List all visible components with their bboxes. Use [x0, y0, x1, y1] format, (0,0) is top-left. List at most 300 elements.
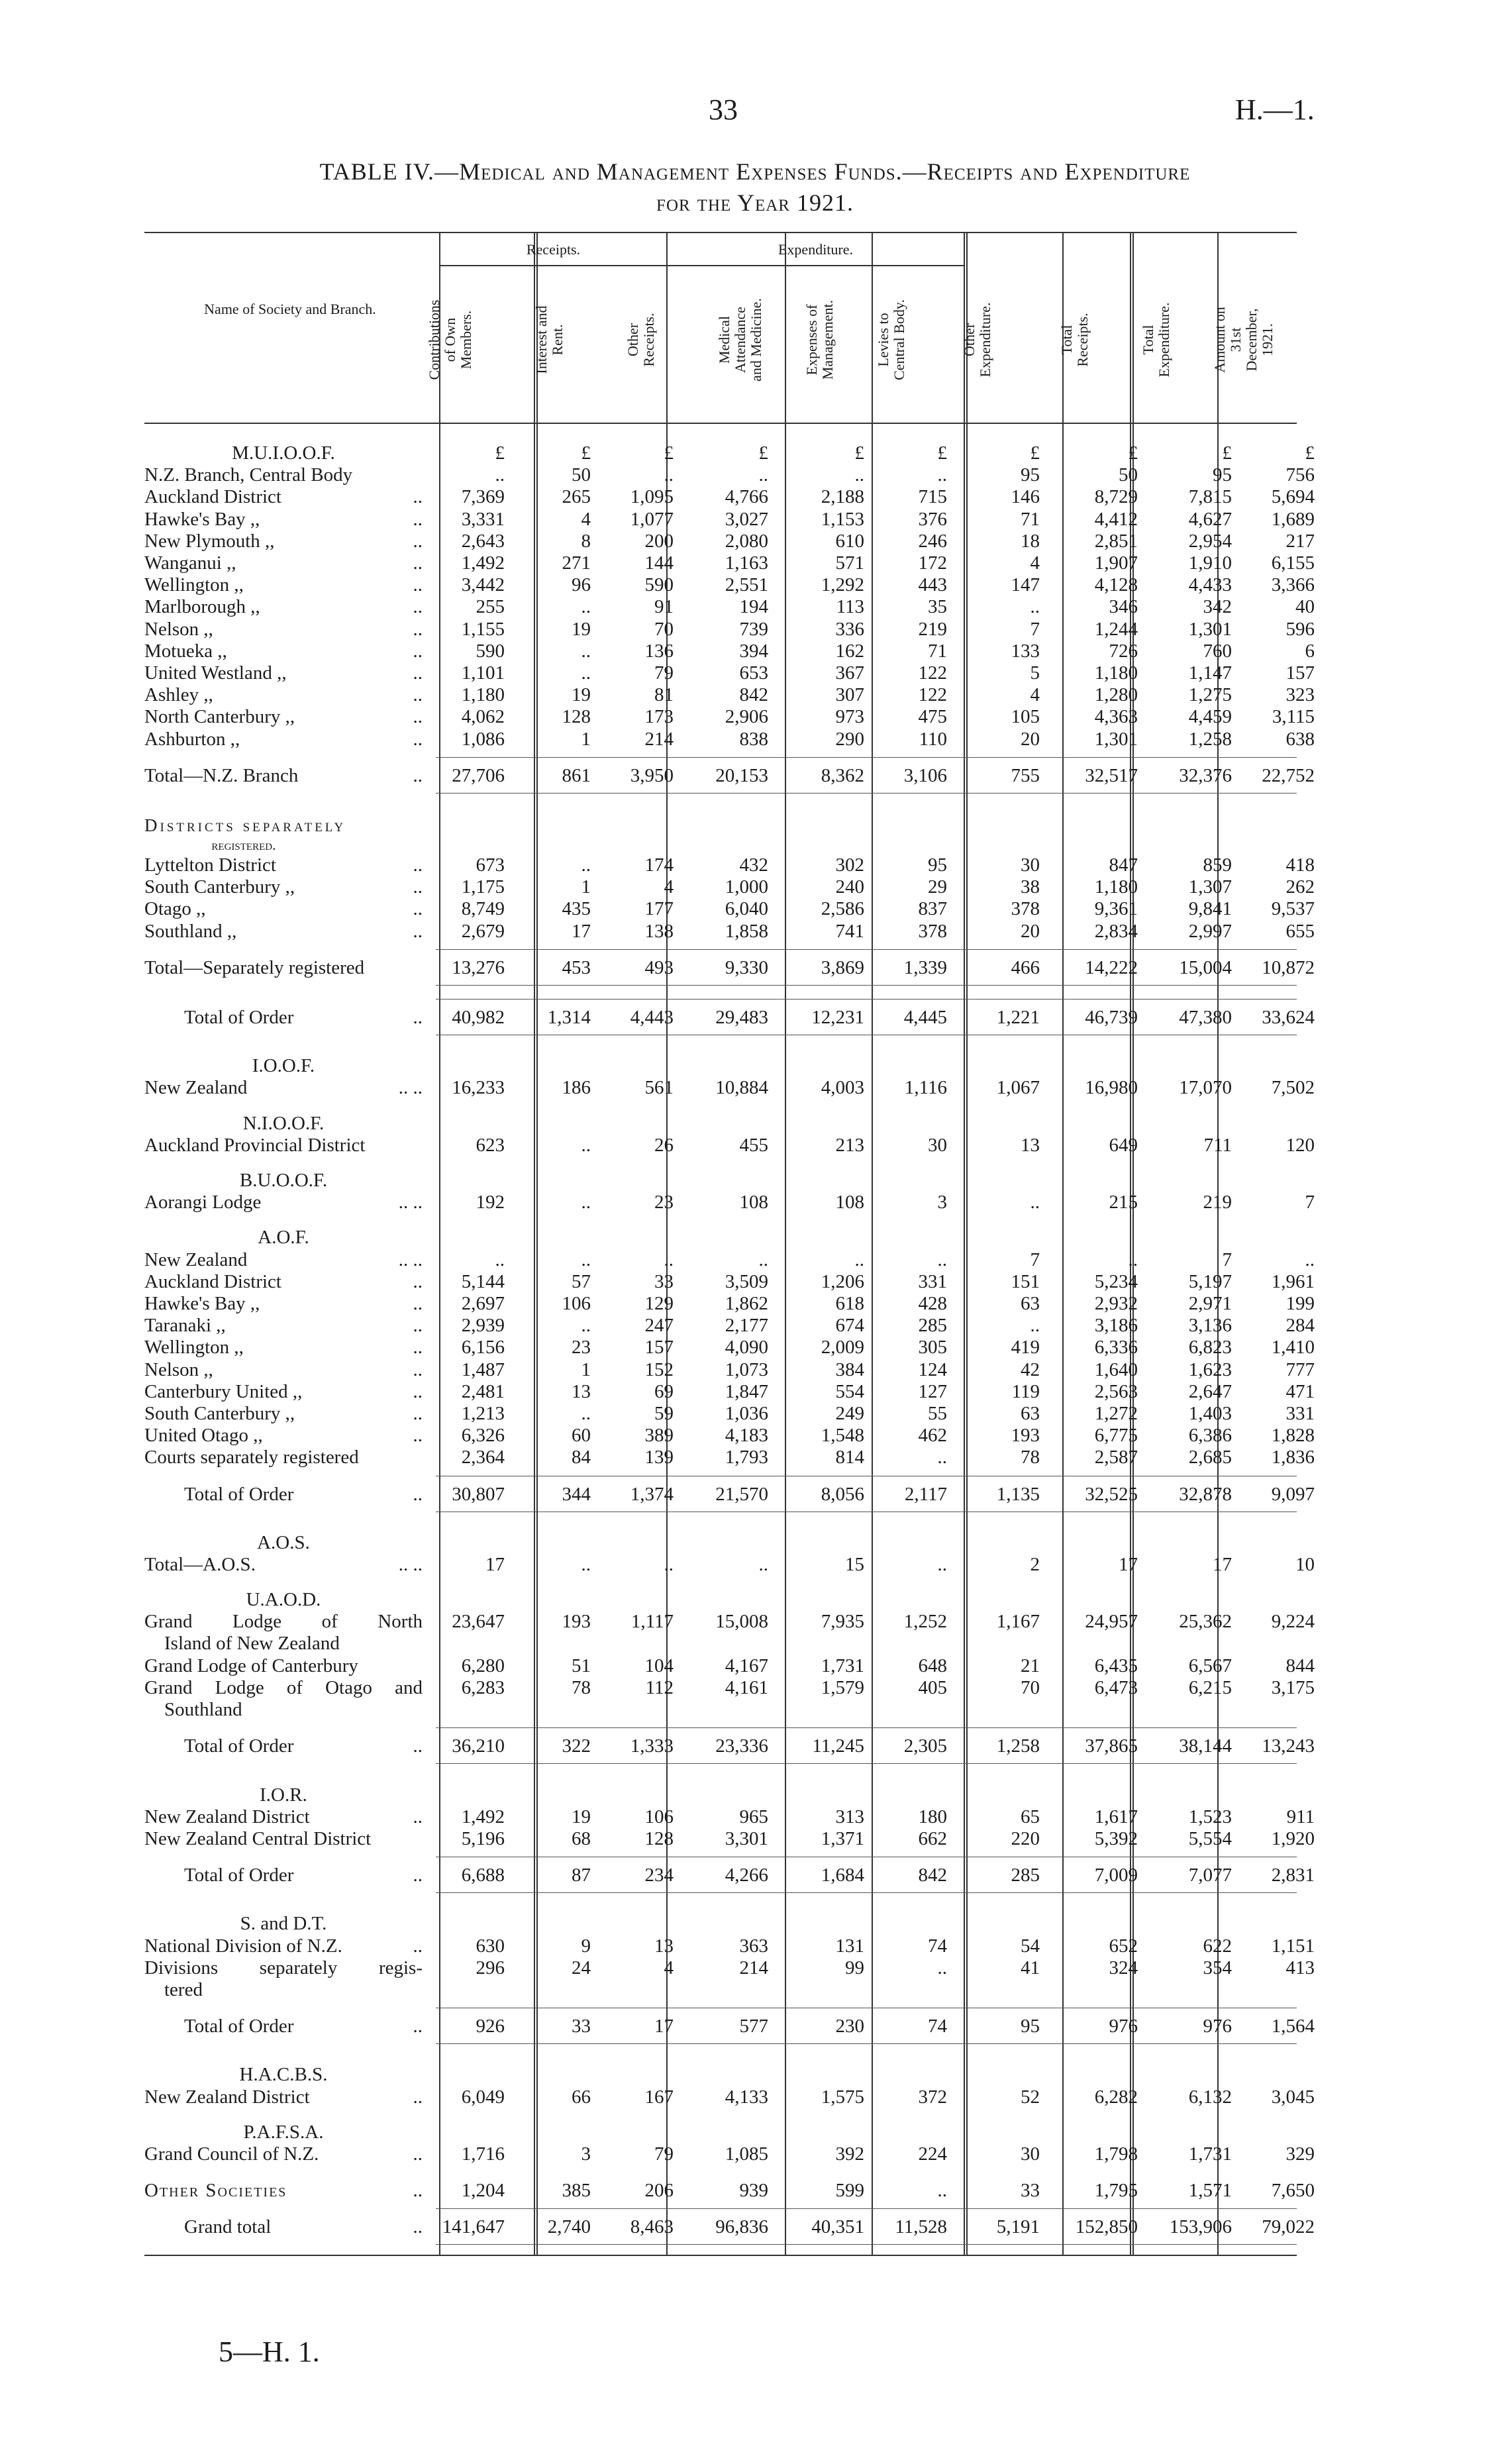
cell-col-3: 590 [644, 574, 674, 595]
cell-col-10: 284 [1285, 1315, 1315, 1336]
row-label: Auckland District [144, 486, 281, 507]
cell-col-4: 363 [739, 1935, 768, 1957]
cell-col-4: 10,884 [715, 1077, 768, 1098]
cell-col-2: 322 [562, 1735, 591, 1757]
column-header-line: Total [1058, 325, 1075, 355]
table-title-prefix: TABLE IV.— [319, 158, 460, 185]
row-label: Canterbury United ,, [144, 1381, 303, 1402]
row-name [144, 706, 423, 728]
leader-dots: .. [413, 1403, 423, 1424]
section-heading [144, 1113, 1297, 1135]
table-title-main: Medical and Management Expenses Funds.—Receipts and Expenditure [459, 158, 1191, 185]
row-name [144, 876, 423, 898]
cell-col-8: 324 [1109, 1957, 1138, 1978]
row-name [144, 2016, 423, 2037]
cell-col-5: 973 [835, 706, 864, 727]
cell-col-7: 193 [1011, 1425, 1040, 1446]
row-name-line2: Island of New Zealand [164, 1633, 340, 1654]
row-name [144, 1611, 423, 1655]
cell-col-4: 194 [739, 596, 768, 617]
column-header-line: Contributions [426, 299, 442, 380]
row-name [144, 1337, 423, 1359]
cell-col-10: 777 [1285, 1359, 1315, 1380]
row-name [144, 1484, 423, 1506]
cell-col-8: 8,729 [1094, 486, 1138, 507]
row-name [144, 1192, 423, 1213]
row-label: New Zealand [144, 1249, 248, 1270]
cell-col-6: 1,116 [904, 1077, 947, 1098]
row-name: I.O.O.F. [252, 1055, 315, 1076]
cell-col-10: 6 [1305, 641, 1315, 662]
row-label: Otago ,, [144, 898, 206, 919]
cell-col-7: 63 [1021, 1293, 1040, 1314]
cell-col-9: 4,433 [1188, 574, 1232, 595]
cell-col-6: 35 [928, 596, 947, 617]
cell-col-6: .. [937, 464, 947, 486]
cell-col-6: £ [937, 442, 947, 464]
row-name [144, 1077, 423, 1099]
cell-col-8: 5,234 [1094, 1271, 1138, 1292]
cell-col-6: 405 [918, 1677, 947, 1698]
cell-col-4: 96,836 [715, 2216, 768, 2237]
cell-col-8: 1,272 [1094, 1403, 1138, 1424]
cell-col-4: 4,133 [725, 2086, 768, 2108]
table-row [144, 2086, 1315, 2108]
cell-col-6: .. [937, 1554, 947, 1575]
cell-col-10: 3,045 [1271, 2086, 1315, 2108]
cell-col-10: 7,650 [1271, 2180, 1315, 2201]
cell-col-1: 6,688 [461, 1865, 505, 1886]
row-name: S. and D.T. [240, 1913, 327, 1934]
cell-col-4: 939 [739, 2180, 768, 2201]
section-title: Districts separately [144, 815, 346, 835]
cell-col-4: 739 [739, 619, 768, 640]
table-row [144, 531, 1315, 552]
row-label: Courts separately registered [144, 1447, 359, 1468]
cell-col-7: 4 [1030, 684, 1040, 705]
cell-col-8: 2,587 [1094, 1447, 1138, 1468]
row-name-line2: tered [164, 1979, 203, 2000]
cell-col-2: 17 [572, 921, 591, 942]
leader-dots: .. .. [398, 1192, 423, 1213]
cell-col-9: 1,275 [1188, 684, 1232, 705]
cell-col-9: 1,147 [1188, 662, 1232, 684]
table-row [144, 684, 1315, 706]
cell-col-7: 13 [1021, 1135, 1040, 1156]
row-label: Total of Order [184, 1484, 294, 1505]
total-rule [436, 949, 1297, 950]
row-label: Nelson ,, [144, 1359, 213, 1380]
cell-col-9: 1,301 [1188, 619, 1232, 640]
table-row [144, 509, 1315, 531]
cell-col-10: 79,022 [1262, 2216, 1315, 2237]
cell-col-1: 4,062 [461, 706, 505, 727]
total-row [144, 1007, 1315, 1029]
row-label: Total—Separately registered [144, 957, 365, 978]
table-row [144, 464, 1315, 486]
cell-col-1: 23,647 [452, 1611, 505, 1632]
cell-col-3: 138 [644, 921, 674, 942]
cell-col-10: 1,151 [1271, 1935, 1315, 1957]
cell-col-8: 1,280 [1094, 684, 1138, 705]
row-label: Other Societies [144, 2180, 287, 2201]
row-label: New Zealand Central District [144, 1828, 372, 1849]
cell-col-3: 173 [644, 706, 674, 727]
cell-col-9: 7 [1222, 1249, 1232, 1270]
section-heading [144, 1532, 1297, 1554]
cell-col-7: 119 [1011, 1381, 1040, 1402]
cell-col-4: 2,177 [725, 1315, 768, 1336]
cell-col-3: 139 [644, 1447, 674, 1468]
cell-col-7: 30 [1021, 2143, 1040, 2165]
row-label: Taranaki ,, [144, 1315, 226, 1336]
cell-col-10: 157 [1285, 662, 1315, 684]
section-heading [144, 1227, 1297, 1249]
row-label: Total of Order [184, 2016, 294, 2037]
cell-col-4: 4,090 [725, 1337, 768, 1358]
cell-col-4: 6,040 [725, 898, 768, 919]
cell-col-3: 4,443 [630, 1007, 674, 1028]
cell-col-10: 10 [1295, 1554, 1315, 1575]
cell-col-6: 127 [918, 1381, 947, 1402]
row-label: National Division of N.Z. [144, 1935, 342, 1957]
row-label: Hawke's Bay ,, [144, 509, 260, 530]
receipts-group-header: Receipts. [526, 241, 581, 258]
cell-col-9: 5,197 [1188, 1271, 1232, 1292]
cell-col-10: 22,752 [1262, 765, 1315, 786]
column-header-line: Medical [716, 315, 732, 364]
cell-col-10: 9,537 [1271, 898, 1315, 919]
row-name [144, 1403, 423, 1425]
cell-col-10: 199 [1285, 1293, 1315, 1314]
cell-col-5: 313 [835, 1806, 864, 1827]
cell-col-5: 610 [835, 531, 864, 552]
row-name-line1: Grand Lodge of North [144, 1611, 423, 1632]
cell-col-4: 20,153 [715, 765, 768, 786]
leader-dots: .. [413, 1337, 423, 1358]
cell-col-9: 6,823 [1188, 1337, 1232, 1358]
cell-col-7: 41 [1021, 1957, 1040, 1978]
total-row [144, 2016, 1315, 2037]
cell-col-2: 271 [562, 552, 591, 574]
cell-col-5: 2,586 [821, 898, 864, 919]
table-row [144, 662, 1315, 684]
cell-col-6: 462 [918, 1425, 947, 1446]
cell-col-9: 6,132 [1188, 2086, 1232, 2108]
section-heading [144, 2122, 1297, 2143]
cell-col-7: .. [1030, 1192, 1040, 1213]
cell-col-1: 1,492 [461, 1806, 505, 1827]
row-name [144, 1007, 423, 1029]
cell-col-7: 1,221 [996, 1007, 1040, 1028]
cell-col-6: 172 [918, 552, 947, 574]
cell-col-1: 1,175 [461, 876, 505, 898]
row-label: Total—N.Z. Branch [144, 765, 299, 786]
row-name: I.O.R. [260, 1784, 307, 1806]
total-rule [436, 2208, 1297, 2209]
cell-col-5: 307 [835, 684, 864, 705]
cell-col-9: 2,685 [1188, 1447, 1232, 1468]
cell-col-4: 577 [739, 2016, 768, 2037]
column-header-5 [804, 264, 836, 416]
cell-col-4: 432 [739, 854, 768, 876]
cell-col-6: 55 [928, 1403, 947, 1424]
cell-col-6: 30 [928, 1135, 947, 1156]
cell-col-4: 1,000 [725, 876, 768, 898]
cell-col-3: 561 [644, 1077, 674, 1098]
cell-col-9: 760 [1203, 641, 1232, 662]
cell-col-6: 842 [918, 1865, 947, 1886]
table-row [144, 1359, 1315, 1381]
row-name [144, 641, 423, 662]
cell-col-10: 9,097 [1271, 1484, 1315, 1505]
cell-col-2: 128 [562, 706, 591, 727]
cell-col-5: 1,575 [821, 2086, 864, 2108]
cell-col-5: 618 [835, 1293, 864, 1314]
leader-dots: .. [413, 706, 423, 727]
cell-col-5: 814 [835, 1447, 864, 1468]
cell-col-4: 23,336 [715, 1735, 768, 1757]
cell-col-10: 596 [1285, 619, 1315, 640]
total-row [144, 1865, 1315, 1886]
cell-col-6: 95 [928, 854, 947, 876]
cell-col-5: 2,188 [821, 486, 864, 507]
table-row [144, 1611, 1315, 1654]
cell-col-7: 5 [1030, 662, 1040, 684]
row-label: Total—A.O.S. [144, 1554, 256, 1575]
cell-col-8: 2,563 [1094, 1381, 1138, 1402]
cell-col-2: 1 [581, 729, 591, 750]
cell-col-2: 453 [562, 957, 591, 978]
cell-col-8: 6,336 [1094, 1337, 1138, 1358]
table-row [144, 1077, 1315, 1099]
table-row [144, 619, 1315, 641]
cell-col-7: 146 [1011, 486, 1040, 507]
cell-col-9: 976 [1203, 2016, 1232, 2037]
cell-col-8: 1,180 [1094, 876, 1138, 898]
cell-col-10: 1,410 [1271, 1337, 1315, 1358]
row-label: New Zealand District [144, 1806, 310, 1827]
cell-col-7: .. [1030, 1315, 1040, 1336]
table-row [144, 729, 1315, 750]
cell-col-6: 305 [918, 1337, 947, 1358]
cell-col-8: 2,932 [1094, 1293, 1138, 1314]
cell-col-8: 1,907 [1094, 552, 1138, 574]
leader-dots: .. [413, 1865, 423, 1886]
cell-col-3: 152 [644, 1359, 674, 1380]
table-row [144, 641, 1315, 662]
cell-col-10: £ [1305, 442, 1315, 464]
table-row [144, 1957, 1315, 2000]
cell-col-9: 25,362 [1179, 1611, 1232, 1632]
cell-col-7: 42 [1021, 1359, 1040, 1380]
cell-col-9: 17 [1213, 1554, 1232, 1575]
cell-col-4: 2,906 [725, 706, 768, 727]
cell-col-3: 214 [644, 729, 674, 750]
cell-col-5: 162 [835, 641, 864, 662]
row-name [144, 464, 423, 486]
cell-col-2: 78 [572, 1677, 591, 1698]
cell-col-8: 16,980 [1085, 1077, 1138, 1098]
row-label: Marlborough ,, [144, 596, 260, 617]
row-name: B.U.O.O.F. [239, 1170, 328, 1191]
column-header-line: Receipts. [1074, 313, 1091, 367]
cell-col-4: 394 [739, 641, 768, 662]
table-title-line2: for the Year 1921. [656, 189, 854, 216]
cell-col-3: 79 [654, 662, 674, 684]
section-heading [144, 1170, 1297, 1192]
table-row [144, 1554, 1315, 1576]
cell-col-10: 413 [1285, 1957, 1315, 1978]
cell-col-4: 1,085 [725, 2143, 768, 2165]
leader-dots: .. [413, 596, 423, 617]
cell-col-6: 2,305 [903, 1735, 947, 1757]
row-name [144, 1677, 423, 1721]
row-name [144, 2180, 423, 2202]
cell-col-2: 96 [572, 574, 591, 595]
leader-dots: .. [413, 2180, 423, 2201]
row-label: Grand total [184, 2216, 272, 2237]
cell-col-7: 30 [1021, 854, 1040, 876]
cell-col-9: 38,144 [1179, 1735, 1232, 1757]
row-name: H.A.C.B.S. [239, 2064, 328, 2085]
row-name [144, 1935, 423, 1957]
cell-col-6: 648 [918, 1655, 947, 1676]
cell-col-10: 13,243 [1262, 1735, 1315, 1757]
cell-col-4: 1,862 [725, 1293, 768, 1314]
cell-col-8: 1,795 [1094, 2180, 1138, 2201]
table-row [144, 486, 1315, 508]
cell-col-3: 234 [644, 1865, 674, 1886]
table-row [144, 1828, 1315, 1850]
row-label: Lyttelton District [144, 854, 276, 876]
cell-col-1: 2,364 [461, 1447, 505, 1468]
cell-col-6: 11,528 [895, 2216, 947, 2237]
cell-col-7: 95 [1021, 2016, 1040, 2037]
total-rule [436, 2244, 1297, 2245]
cell-col-5: 8,056 [821, 1484, 864, 1505]
cell-col-1: 141,647 [442, 2216, 505, 2237]
column-header-7 [962, 264, 993, 416]
column-header-line: Attendance [732, 306, 748, 374]
column-header-line: Management. [819, 299, 836, 380]
cell-col-2: 1 [581, 1359, 591, 1380]
leader-dots: .. [413, 1381, 423, 1402]
cell-col-10: 418 [1285, 854, 1315, 876]
cell-col-7: 38 [1021, 876, 1040, 898]
row-name [144, 1381, 423, 1403]
column-header-line: Expenditure. [977, 302, 993, 378]
cell-col-3: 4 [664, 876, 674, 898]
row-label: Grand Lodge of Canterbury [144, 1655, 358, 1676]
cell-col-8: 1,640 [1094, 1359, 1138, 1380]
cell-col-1: 1,086 [461, 729, 505, 750]
cell-col-7: 78 [1021, 1447, 1040, 1468]
cell-col-8: 652 [1109, 1935, 1138, 1957]
row-name [144, 729, 423, 750]
cell-col-8: 1,244 [1094, 619, 1138, 640]
cell-col-2: 1,314 [547, 1007, 591, 1028]
total-rule [436, 999, 1297, 1000]
table-row [144, 876, 1315, 898]
row-name [144, 531, 423, 552]
cell-col-4: 21,570 [715, 1484, 768, 1505]
total-rule [436, 757, 1297, 758]
leader-dots: .. [413, 1735, 423, 1757]
leader-dots: .. [413, 531, 423, 552]
cell-col-5: .. [854, 1249, 864, 1270]
cell-col-1: 27,706 [452, 765, 505, 786]
cell-col-2: .. [581, 1249, 591, 1270]
cell-col-5: 4,003 [821, 1077, 864, 1098]
cell-col-5: 290 [835, 729, 864, 750]
cell-col-8: 4,412 [1094, 509, 1138, 530]
cell-col-9: 153,906 [1169, 2216, 1232, 2237]
cell-col-6: 837 [918, 898, 947, 919]
cell-col-10: 331 [1285, 1403, 1315, 1424]
cell-col-5: 674 [835, 1315, 864, 1336]
cell-col-4: 3,509 [725, 1271, 768, 1292]
cell-col-2: 4 [581, 509, 591, 530]
expenditure-group-header: Expenditure. [778, 241, 854, 258]
cell-col-3: 8,463 [630, 2216, 674, 2237]
column-header-3 [625, 264, 657, 416]
cell-col-9: 859 [1203, 854, 1232, 876]
row-name [144, 1249, 423, 1271]
column-header-9 [1140, 264, 1172, 416]
table-row [144, 706, 1315, 728]
cell-col-2: 344 [562, 1484, 591, 1505]
cell-col-7: 285 [1011, 1865, 1040, 1886]
table-row [144, 552, 1315, 574]
leader-dots: .. [413, 1315, 423, 1336]
cell-col-6: 715 [918, 486, 947, 507]
cell-col-2: 265 [562, 486, 591, 507]
row-name [144, 2216, 423, 2238]
cell-col-8: 726 [1109, 641, 1138, 662]
total-row [144, 765, 1315, 787]
row-name [144, 957, 423, 979]
cell-col-3: 17 [654, 2016, 674, 2037]
cell-col-6: 4,445 [903, 1007, 947, 1028]
cell-col-7: 54 [1021, 1935, 1040, 1957]
cell-col-10: 1,828 [1271, 1425, 1315, 1446]
cell-col-2: 23 [572, 1337, 591, 1358]
cell-col-4: 842 [739, 684, 768, 705]
row-label: Total of Order [184, 1865, 294, 1886]
cell-col-10: 756 [1285, 464, 1315, 486]
cell-col-10: 3,115 [1272, 706, 1315, 727]
row-label: New Plymouth ,, [144, 531, 275, 552]
row-name: U.A.O.D. [246, 1589, 321, 1610]
cell-col-2: .. [581, 1192, 591, 1213]
cell-col-4: 838 [739, 729, 768, 750]
cell-col-10: 7,502 [1271, 1077, 1315, 1098]
row-label: North Canterbury ,, [144, 706, 295, 727]
cell-col-10: 40 [1295, 596, 1315, 617]
cell-col-10: 7 [1305, 1192, 1315, 1213]
cell-col-6: 662 [918, 1828, 947, 1849]
cell-col-7: 133 [1011, 641, 1040, 662]
cell-col-6: 124 [918, 1359, 947, 1380]
row-name [144, 662, 423, 684]
leader-dots: .. [413, 509, 423, 530]
cell-col-4: £ [758, 442, 768, 464]
row-name [144, 1447, 423, 1468]
row-name [144, 619, 423, 641]
cell-col-3: 4 [664, 1957, 674, 1978]
cell-col-1: 6,283 [461, 1677, 505, 1698]
